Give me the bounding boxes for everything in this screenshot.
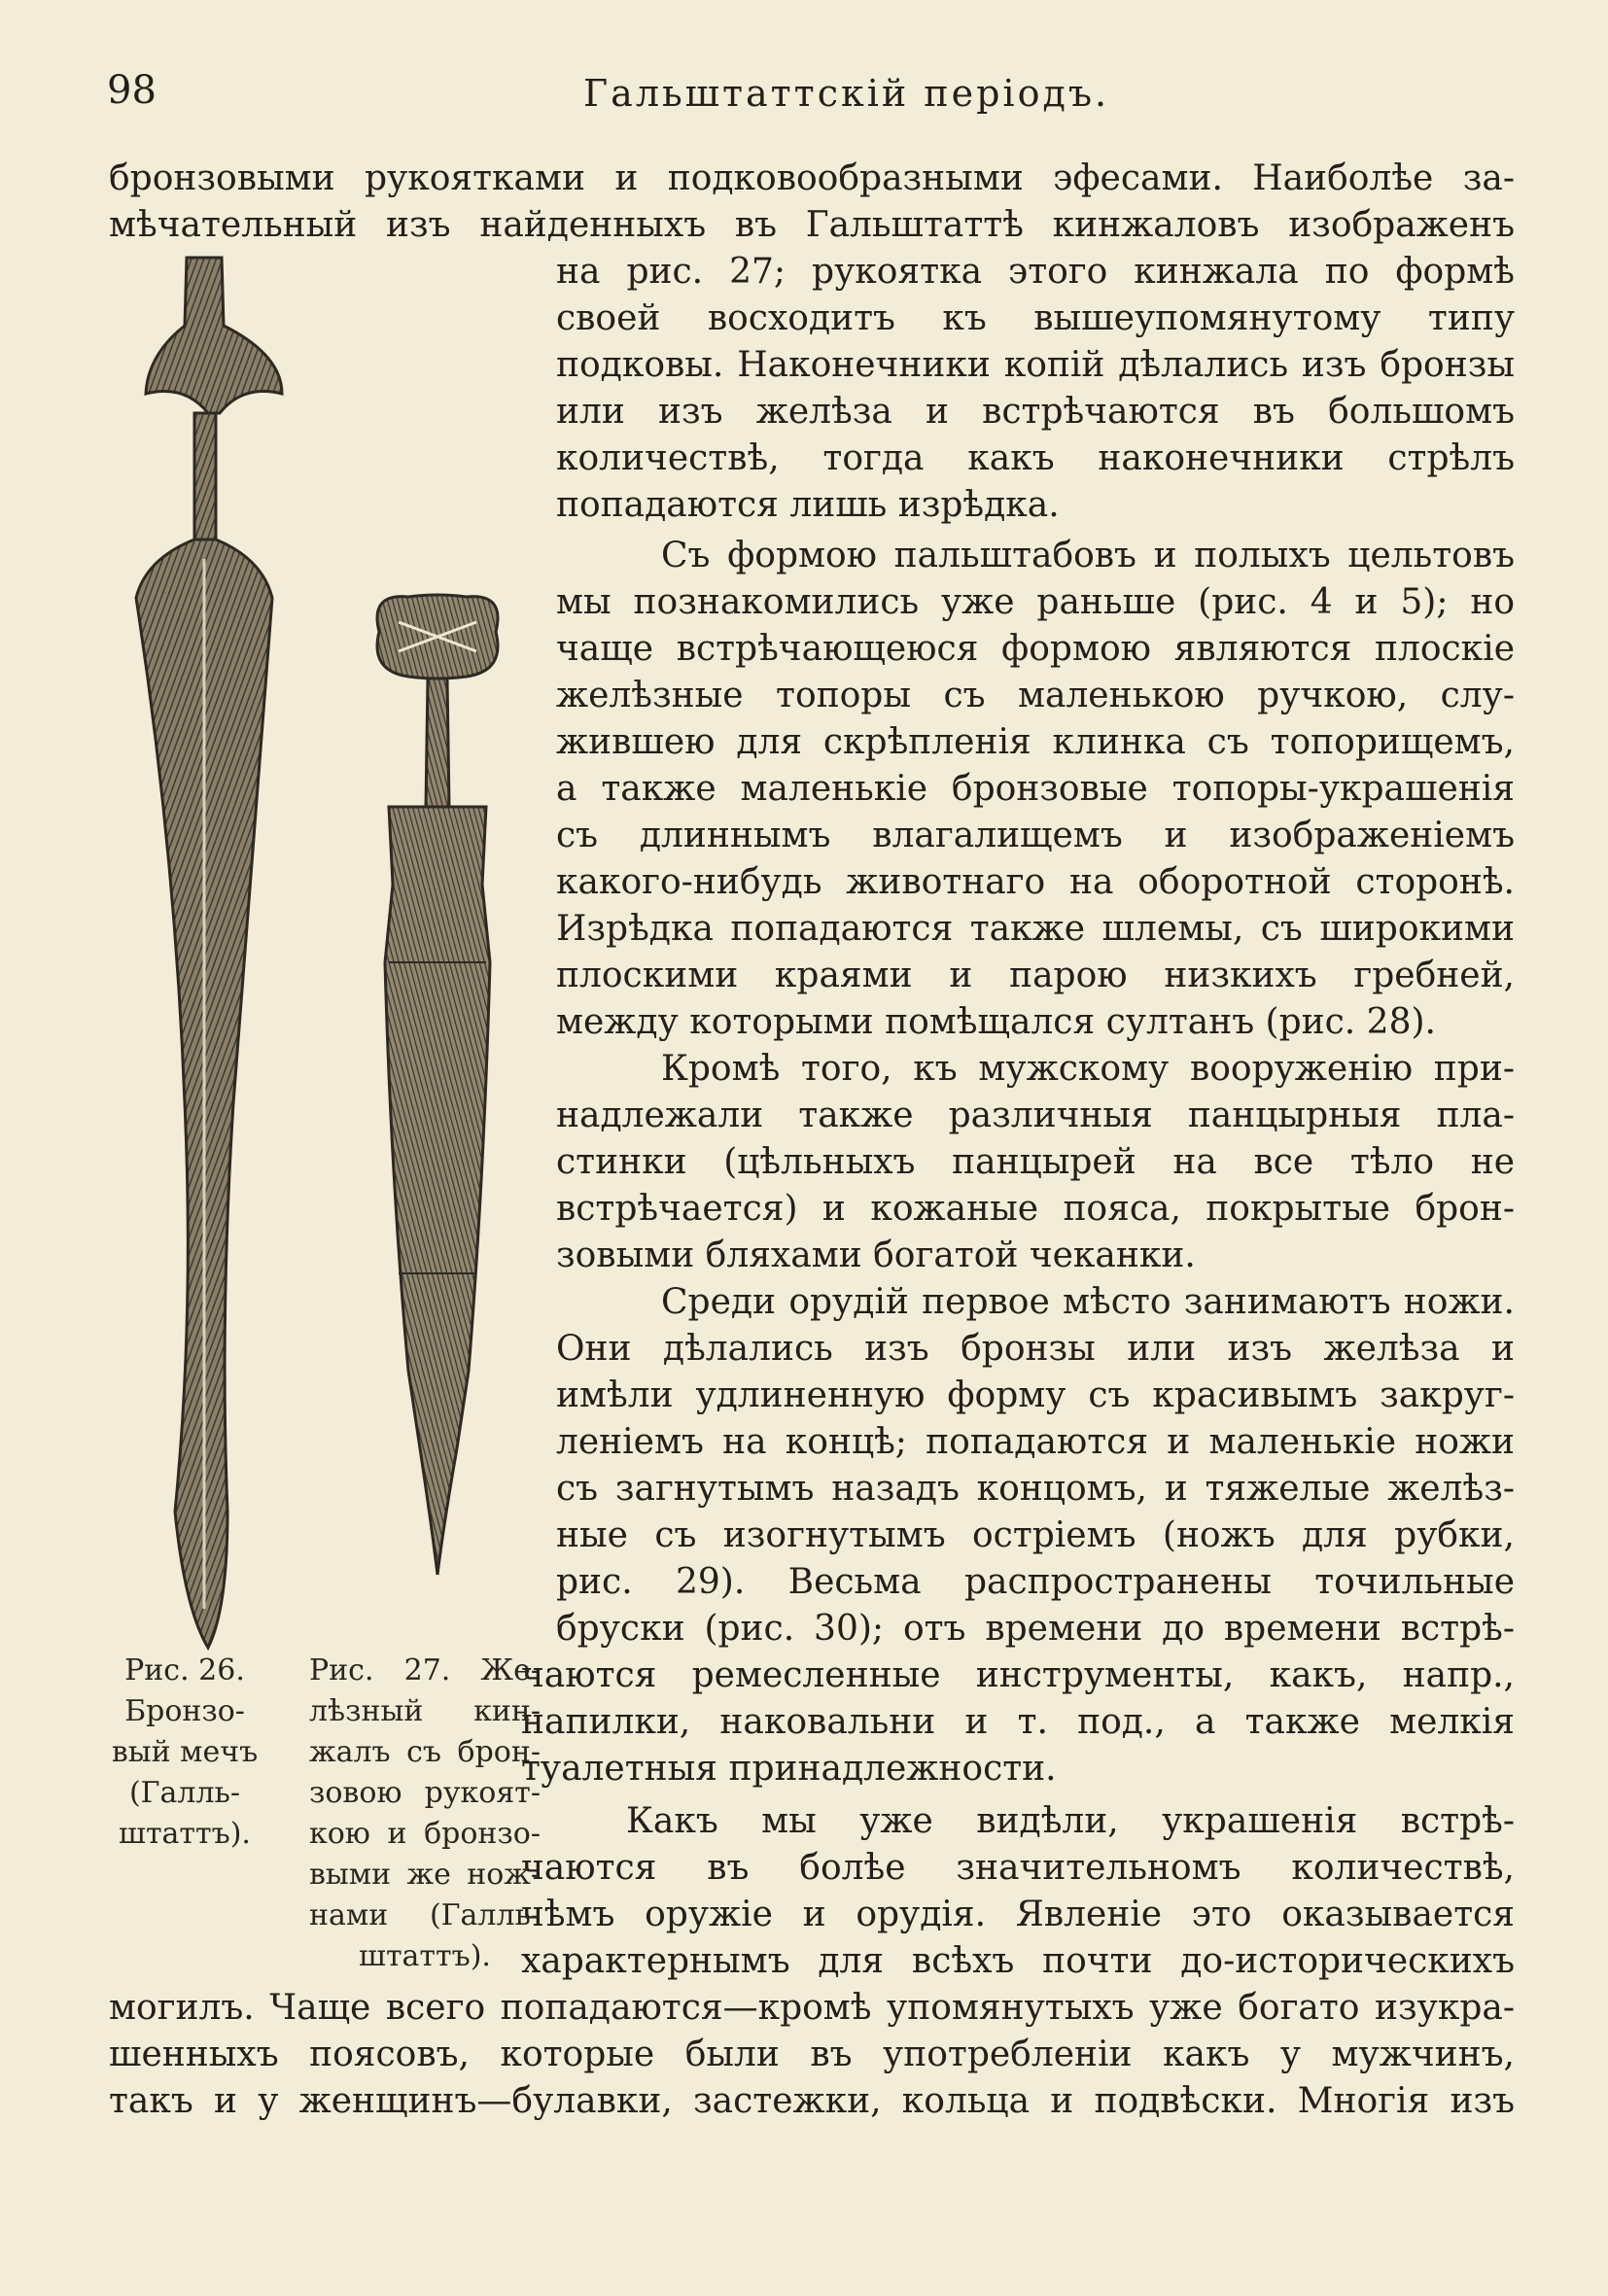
text-line: Кромѣ того, къ мужскому вооруженію при-: [661, 1049, 1515, 1089]
text-line: Изрѣдка попадаются также шлемы, съ широкими: [556, 909, 1515, 949]
text-line: бронзовыми рукоятками и подковообразными эфесами. Наиболѣе за-: [109, 158, 1515, 198]
text-line: ные съ изогнутымъ остріемъ (ножъ для рубки,: [556, 1515, 1515, 1555]
figure-26-caption-line: Рис. 26.: [124, 1653, 245, 1687]
text-line: чѣмъ оружіе и орудія. Явленіе это оказывается: [521, 1895, 1515, 1934]
text-line: Они дѣлались изъ бронзы или изъ желѣза и: [556, 1329, 1515, 1369]
text-line: плоскими краями и парою низкихъ гребней,: [556, 956, 1515, 995]
text-line: леніемъ на концѣ; попадаются и маленькіе ножи: [556, 1422, 1515, 1462]
text-line: или изъ желѣза и встрѣчаются въ большомъ: [556, 392, 1515, 432]
text-line: а также маленькіе бронзовые топоры-украшенія: [556, 769, 1515, 809]
figure-27-caption-line: штаттъ).: [359, 1939, 491, 1973]
text-line: чаще встрѣчающеюся формою являются плоскіе: [556, 629, 1515, 669]
iron-dagger-illustration: [360, 593, 515, 1584]
sword-pommel: [146, 258, 282, 413]
figure-26-caption-line: Бронзо-: [124, 1694, 245, 1728]
text-line: такъ и у женщинъ—булавки, застежки, кольца и подвѣски. Многія изъ: [109, 2081, 1515, 2121]
text-line: попадаются лишь изрѣдка.: [556, 485, 1060, 525]
text-line: характернымъ для всѣхъ почти до-историческихъ: [521, 1941, 1515, 1981]
text-line: съ длиннымъ влагалищемъ и изображеніемъ: [556, 816, 1515, 855]
text-line: на рис. 27; рукоятка этого кинжала по формѣ: [556, 252, 1515, 292]
text-line: шенныхъ поясовъ, которые были въ употребленіи какъ у мужчинъ,: [109, 2035, 1515, 2074]
text-line: надлежали также различныя панцырныя пла-: [556, 1096, 1515, 1135]
figure-26-caption-line: штаттъ).: [119, 1817, 251, 1851]
figure-26-caption-line: вый мечъ: [111, 1735, 259, 1769]
text-line: своей восходитъ къ вышеупомянутому типу: [556, 298, 1515, 338]
text-line: туалетныя принадлежности.: [521, 1749, 1057, 1789]
running-title: Гальштаттскій періодъ.: [583, 72, 1110, 115]
text-line: Какъ мы уже видѣли, украшенія встрѣ-: [626, 1801, 1515, 1841]
text-line: мѣчательный изъ найденныхъ въ Гальштаттѣ кинжаловъ изображенъ: [109, 205, 1515, 245]
text-line: бруски (рис. 30); отъ времени до времени встрѣ-: [556, 1609, 1515, 1649]
text-line: зовыми бляхами богатой чеканки.: [556, 1235, 1196, 1275]
figure-27-caption-line: Рис. 27. Же-: [309, 1653, 541, 1687]
text-line: чаются ремесленные инструменты, какъ, напр.,: [521, 1655, 1515, 1695]
text-line: напилки, наковальни и т. под., а также мелкія: [521, 1702, 1515, 1742]
figure-27-caption-line: выми же нож-: [309, 1858, 541, 1892]
text-line: какого-нибудь животнаго на оборотной сторонѣ.: [556, 862, 1515, 902]
dagger-grip: [426, 678, 449, 807]
figure-27-caption-line: зовою рукоят-: [309, 1776, 541, 1810]
bronze-sword-illustration: [126, 248, 301, 1657]
text-line: подковы. Наконечники копій дѣлались изъ бронзы: [556, 345, 1515, 385]
text-line: стинки (цѣльныхъ панцырей на все тѣло не: [556, 1142, 1515, 1182]
figure-27-caption-line: лѣзный кин-: [309, 1694, 541, 1728]
page-number: 98: [107, 68, 157, 113]
text-line: мы познакомились уже раньше (рис. 4 и 5); но: [556, 582, 1515, 622]
figure-27-caption-line: нами (Галль-: [309, 1898, 541, 1932]
text-line: количествѣ, тогда какъ наконечники стрѣлъ: [556, 438, 1515, 478]
text-line: встрѣчается) и кожаные пояса, покрытые брон-: [556, 1189, 1515, 1229]
text-line: жившею для скрѣпленія клинка съ топорищемъ,: [556, 722, 1515, 762]
text-line: имѣли удлиненную форму съ красивымъ закруг-: [556, 1375, 1515, 1415]
figure-27-caption-line: кою и бронзо-: [309, 1817, 541, 1851]
text-line: могилъ. Чаще всего попадаются—кромѣ упомянутыхъ уже богато изукра-: [109, 1988, 1515, 2028]
text-line: Съ формою пальштабовъ и полыхъ цельтовъ: [661, 536, 1515, 575]
text-line: между которыми помѣщался султанъ (рис. 28).: [556, 1002, 1436, 1042]
text-line: съ загнутымъ назадъ концомъ, и тяжелые желѣз-: [556, 1469, 1515, 1509]
text-line: чаются въ болѣе значительномъ количествѣ,: [521, 1848, 1515, 1888]
text-line: Среди орудій первое мѣсто занимаютъ ножи.: [661, 1282, 1515, 1322]
figure-26-caption-line: (Галль-: [128, 1776, 241, 1810]
text-line: рис. 29). Весьма распространены точильные: [556, 1562, 1515, 1602]
dagger-sheath: [385, 807, 490, 1575]
text-line: желѣзные топоры съ маленькою ручкою, слу-: [556, 676, 1515, 715]
sword-grip: [194, 413, 216, 539]
figure-27-caption-line: жалъ съ брон-: [309, 1735, 541, 1769]
